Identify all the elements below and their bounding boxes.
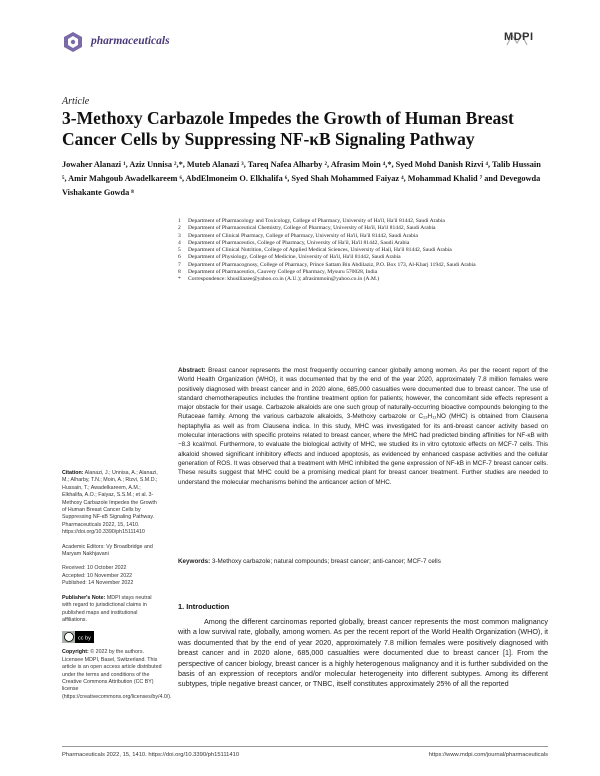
author-list: Jowaher Alanazi ¹, Aziz Unnisa ²,*, Muteb Alanazi ³, Tareq Nafea Alharby ², Afrasim Moin ⁴,*, Syed Mohd Danish Rizvi ⁴, Talib Hussain ⁵, Amir Mahgoub Awadelkareem ⁶, AbdElmoneim O. Elkhalifa ⁶, Syed Shah Mohammed Faiyaz ⁴, Mohammad Khalid ⁷ and Devegowda Vishakante Gowda ⁸ <box>62 160 541 197</box>
publisher-logo-text: MDPI <box>504 31 534 43</box>
dates-block <box>62 565 162 587</box>
affiliation-item: 3 Department of Clinical Pharmacy, College of Pharmacy, University of Ha'il, Ha'il 81442, Saudi Arabia <box>178 232 418 239</box>
cc-by-license-icon <box>62 631 94 643</box>
journal-logo-icon <box>62 31 84 53</box>
academic-editors: Academic Editors: Vy Broadbridge and Maryam Nakhjavani <box>62 543 153 558</box>
cc-badge-text: cc by <box>78 635 91 642</box>
affiliation-item: 8 Department of Pharmaceutics, Cauvery College of Pharmacy, Mysuru 570028, India <box>178 269 378 276</box>
article-title: 3-Methoxy Carbazole Impedes the Growth of Human Breast Cancer Cells by Suppressing NF-κB Signaling Pathway <box>62 108 514 149</box>
page-footer <box>62 752 548 758</box>
citation-block: Citation: Alanazi, J.; Unnisa, A.; Alanazi, M.; Alharby, T.N.; Moin, A.; Rizvi, S.M.D.; Hussain, T.; Awadelkareem, A.M.; Elkhalifa, A.O.; Faiyaz, S.S.M.; et al. 3-Methoxy Carbazole Impedes the Growth of Human Breast Cancer Cells by Suppressing NF-κB Signaling Pathway. Pharmaceuticals 2022, 15, 1410. https://doi.org/10.3390/ph15111410 <box>62 470 158 536</box>
section-heading: 1. Introduction <box>178 602 230 611</box>
affiliation-item: 6 Department of Physiology, College of Medicine, University of Ha'il, Ha'il 81442, Saudi Arabia <box>178 254 401 261</box>
correspondence: * Correspondence: khusiliazee@yahoo.co.in (A.U.); afrasimmoin@yahoo.co.in (A.M.) <box>178 276 380 283</box>
keywords: Keywords: 3-Methoxy carbazole; natural compounds; breast cancer; anti-cancer; MCF-7 cells <box>178 558 441 565</box>
abstract: Abstract: Breast cancer represents the most frequently occurring cancer globally among women. As per the recent report of the World Health Organization (WHO), it was documented that by the end of the year 2020, approximately 7.8 million females were positively diagnosed with breast cancer and in 2020 alone, 685,000 casualties were documented due to breast cancer. The use of standard chemotherapeutics includes the frontline treatment option for patients; however, the concomitant side effects represent a major obstacle for their usage. Carbazole alkaloids are one such group of naturally-occurring bioactive compounds belonging to the Rutaceae family. Among the various carbazole alkaloids, 3-Methoxy carbazole or C₁₃H₁₁NO (MHC) is obtained from Clausena heptaphylla as well as from Clausena indica. In this study, MHC was investigated for its anti-breast cancer activity based on molecular interactions with specific proteins related to breast cancer, where the MHC had predicted binding affinities for NF-κB with −8.3 kcal/mol. Furthermore, to evaluate the biological activity of MHC, we studied its in vitro cytotoxic effects on MCF-7 cells. This alkaloid showed significant inhibitory effects and induced apoptosis, as evidenced by enhanced caspase activities and the cellular generation of ROS. It was observed that a treatment with MHC inhibited the gene expression of NF-kB in MCF-7 breast cancer cells. These results suggest that MHC could be a promising medical plant for breast cancer treatment. Further studies are needed to understand the molecular mechanisms behind the anticancer action of MHC. <box>178 367 549 486</box>
accepted-date: Accepted: 10 November 2022 <box>62 572 133 579</box>
affiliation-item: 7 Department of Pharmacognosy, College of Pharmacy, Prince Sattam Bin Abdilaziz, P.O. Box 173, Al-Kharj 11942, Saudi Arabia <box>178 261 476 268</box>
affiliation-item: 5 Department of Clinical Nutrition, College of Applied Medical Sciences, University of Hail, Ha'il 81442, Saudi Arabia <box>178 247 452 254</box>
copyright-block: Copyright: © 2022 by the authors. Licensee MDPI, Basel, Switzerland. This article is an open access article distributed under the terms and conditions of the Creative Commons Attribution (CC BY) license (https://creativecommons.org/licenses/by/4.0/). <box>62 649 172 700</box>
footer-divider <box>62 746 548 747</box>
received-date: Received: 10 October 2022 <box>62 565 127 572</box>
publisher-note: Publisher's Note: MDPI stays neutral with regard to jurisdictional claims in published maps and institutional affiliations. <box>62 594 152 623</box>
affiliation-item: 1 Department of Pharmacology and Toxicology, College of Pharmacy, University of Ha'il, Ha'il 81442, Saudi Arabia <box>178 218 445 224</box>
footer-citation: Pharmaceuticals 2022, 15, 1410. https://doi.org/10.3390/ph15111410 <box>62 752 240 758</box>
affiliation-item: 4 Department of Pharmaceutics, College of Pharmacy, University of Ha'il, Ha'il 81442, Saudi Arabia <box>178 239 410 246</box>
sidebar <box>62 470 172 708</box>
affiliation-item: 2 Department of Pharmaceutical Chemistry, College of Pharmacy, University of Ha'il, Ha'il 81442, Saudi Arabia <box>178 225 436 232</box>
published-date: Published: 14 November 2022 <box>62 580 134 587</box>
affiliations <box>178 218 548 284</box>
footer-journal-link[interactable]: https://www.mdpi.com/journal/pharmaceuticals <box>428 752 548 758</box>
journal-name: pharmaceuticals <box>91 35 170 47</box>
article-type: Article <box>62 96 90 107</box>
introduction-paragraph: Among the different carcinomas reported globally, breast cancer represents the most common malignancy with a low survival rate, globally, among women. As per the recent report of the World Health Organization (WHO), it was documented that by the end of year 2020, approximately 7.8 million females were positively diagnosed with breast cancer and in 2020 alone, 685,000 casualties were documented due to breast cancer [1]. From the perspective of cancer biology, breast cancer is a highly heterogenous malignancy and it is further subdivided on the basis of an expression of receptors and/or molecular heterogeneity into different subtypes. Among its different subtypes, triple negative breast cancer, or TNBC, itself constitutes approximately 25% of all the reported <box>178 617 548 689</box>
